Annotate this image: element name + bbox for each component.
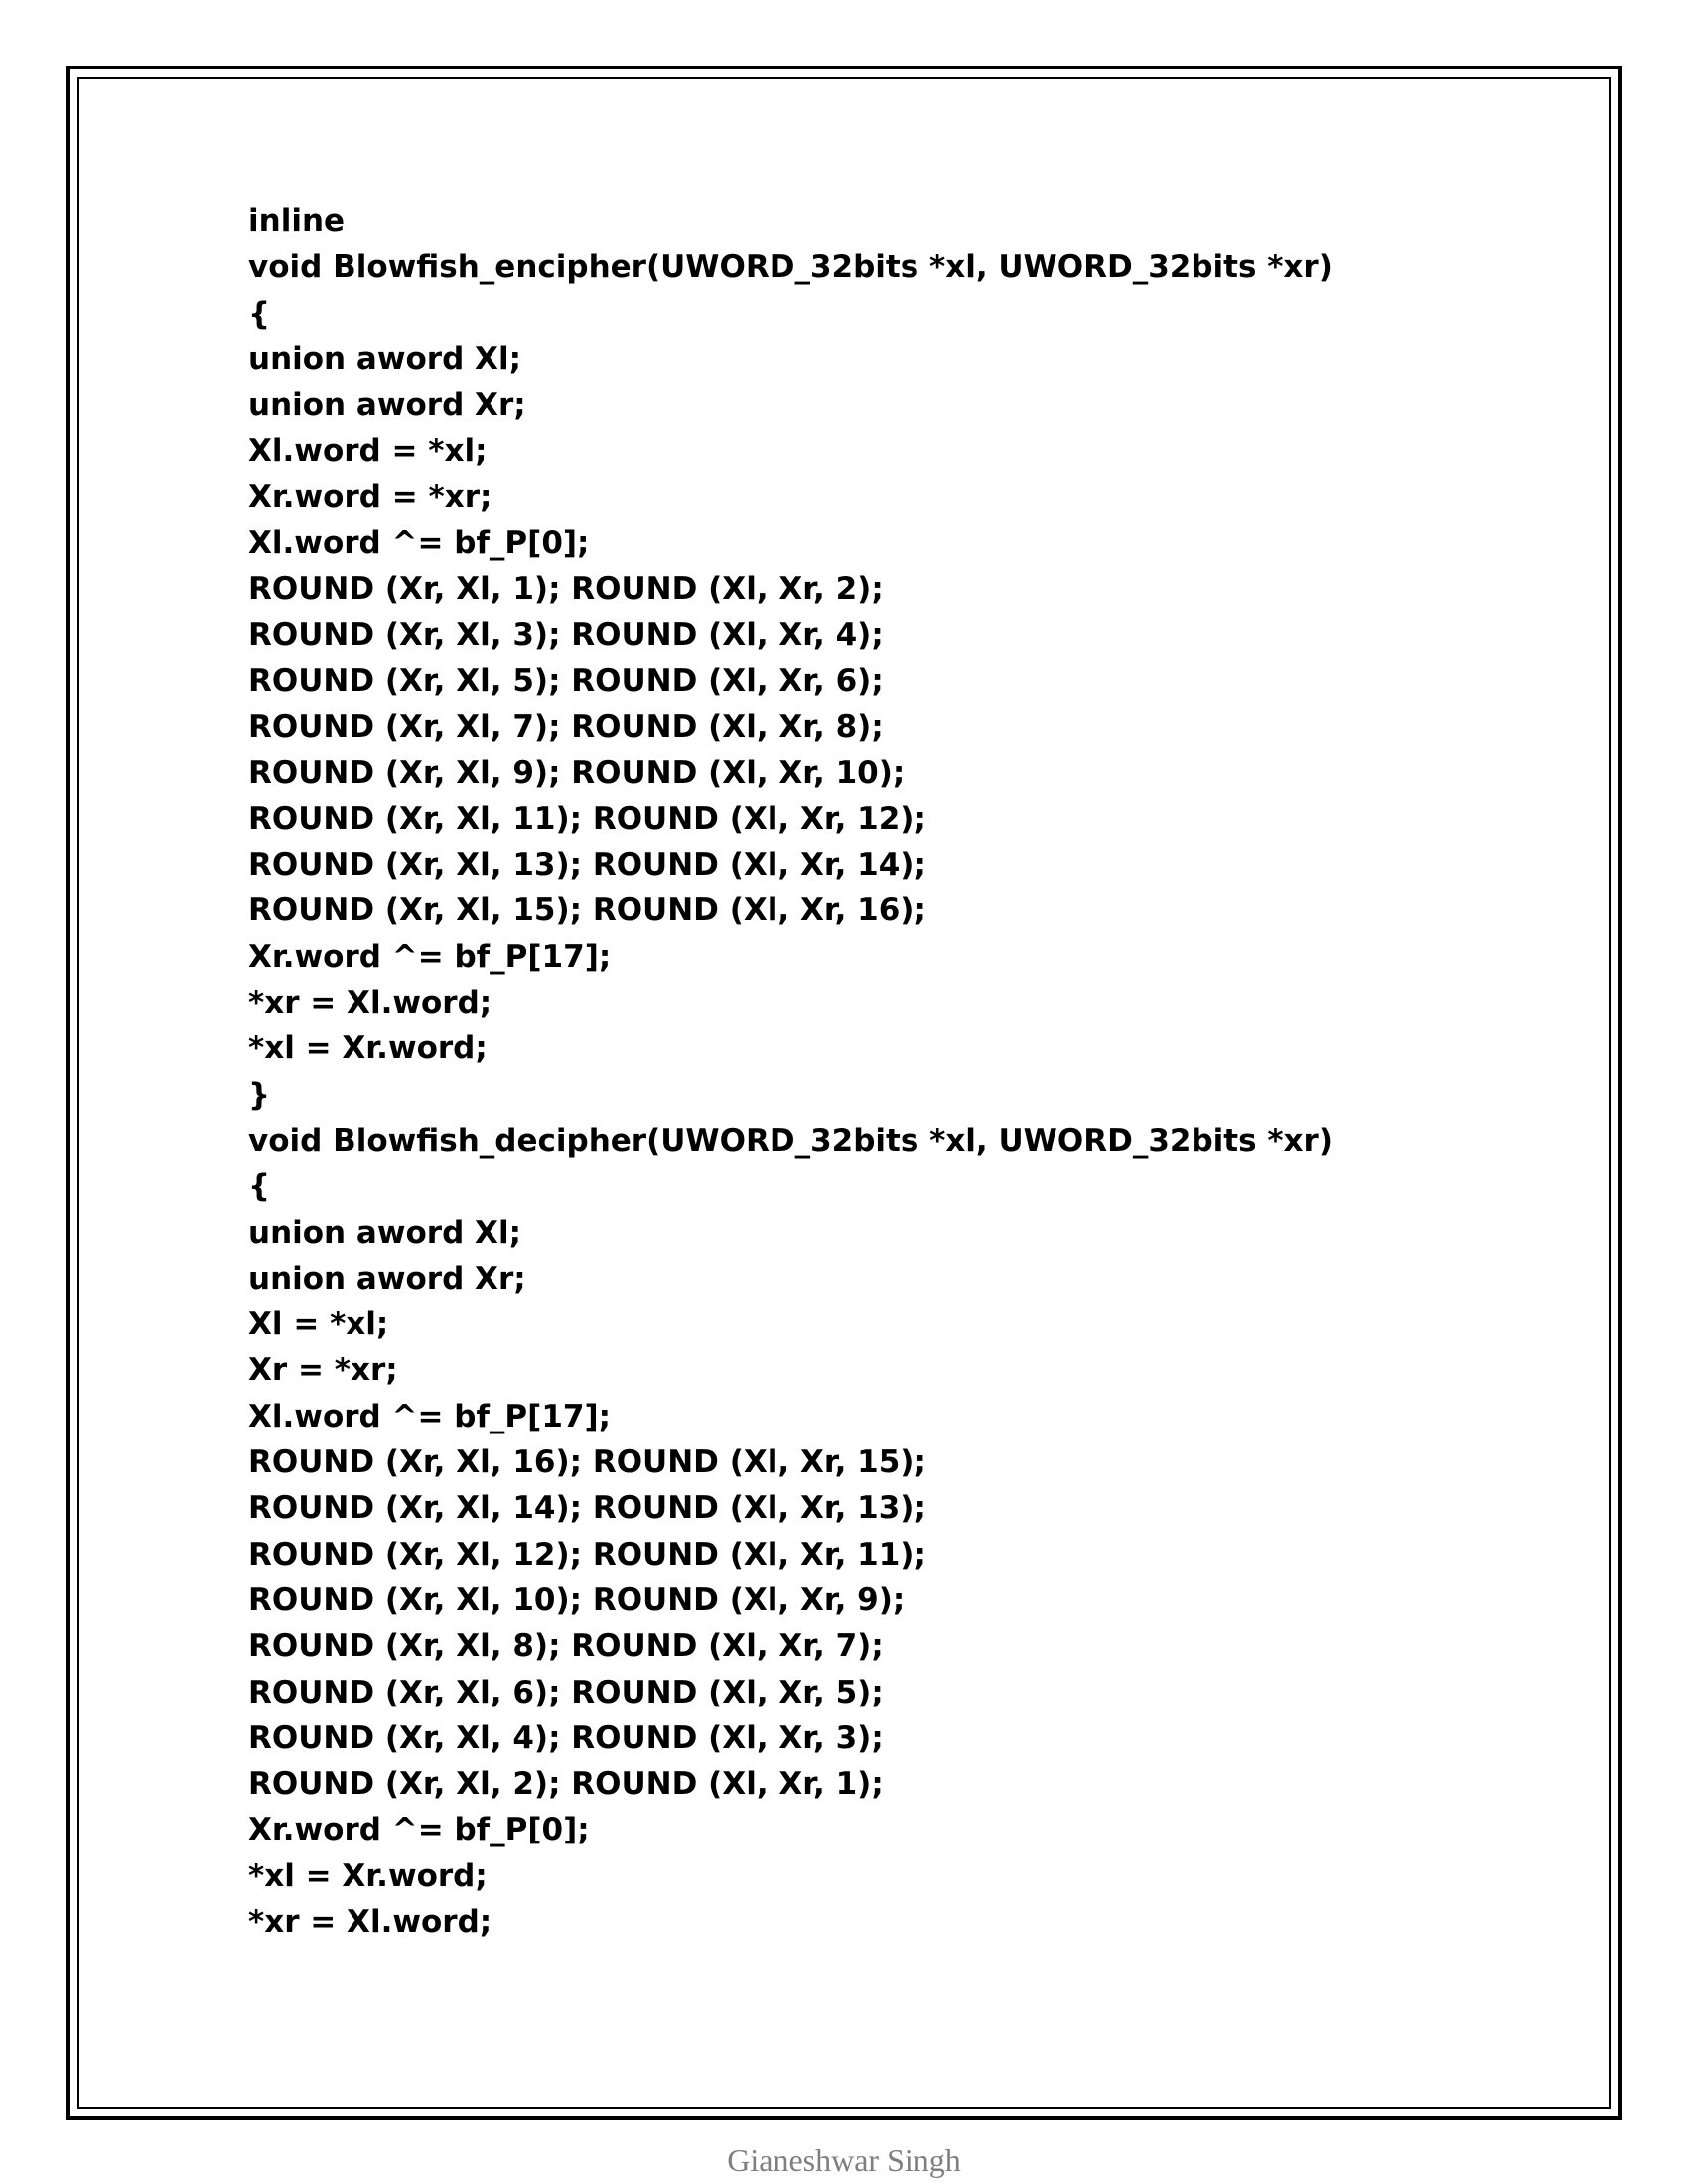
- code-line: union aword Xl;: [248, 1214, 521, 1251]
- code-line: inline: [248, 204, 346, 239]
- code-line: ROUND (Xr, Xl, 10); ROUND (Xl, Xr, 9);: [248, 1581, 906, 1618]
- code-line: ROUND (Xr, Xl, 16); ROUND (Xl, Xr, 15);: [248, 1444, 926, 1481]
- code-line: ROUND (Xr, Xl, 13); ROUND (Xl, Xr, 14);: [248, 847, 926, 884]
- code-line: ROUND (Xr, Xl, 7); ROUND (Xl, Xr, 8);: [248, 709, 884, 746]
- code-line: ROUND (Xr, Xl, 8); ROUND (Xl, Xr, 7);: [248, 1628, 884, 1665]
- code-line: *xl = Xr.word;: [248, 1857, 488, 1894]
- code-line: ROUND (Xr, Xl, 11); ROUND (Xl, Xr, 12);: [248, 800, 926, 837]
- code-line: ROUND (Xr, Xl, 3); ROUND (Xl, Xr, 4);: [248, 616, 884, 653]
- code-line: *xr = Xl.word;: [248, 985, 492, 1022]
- code-line: Xr = *xr;: [248, 1352, 398, 1389]
- code-line: ROUND (Xr, Xl, 14); ROUND (Xl, Xr, 13);: [248, 1490, 926, 1527]
- code-line: Xl.word = *xl;: [248, 433, 488, 470]
- code-line: {: [248, 295, 271, 332]
- code-line: *xr = Xl.word;: [248, 1903, 492, 1940]
- code-line: ROUND (Xr, Xl, 1); ROUND (Xl, Xr, 2);: [248, 571, 884, 608]
- code-line: ROUND (Xr, Xl, 6); ROUND (Xl, Xr, 5);: [248, 1674, 884, 1710]
- code-line: union aword Xr;: [248, 1260, 526, 1297]
- code-line: void Blowfish_encipher(UWORD_32bits *xl, UWORD_32bits *xr): [248, 249, 1333, 286]
- code-line: ROUND (Xr, Xl, 9); ROUND (Xl, Xr, 10);: [248, 754, 906, 791]
- code-line: }: [248, 1076, 271, 1113]
- code-line: ROUND (Xr, Xl, 4); ROUND (Xl, Xr, 3);: [248, 1719, 884, 1756]
- code-line: ROUND (Xr, Xl, 15); ROUND (Xl, Xr, 16);: [248, 892, 926, 929]
- code-line: Xl.word ^= bf_P[17];: [248, 1398, 612, 1434]
- code-line: Xl.word ^= bf_P[0];: [248, 525, 590, 562]
- code-line: ROUND (Xr, Xl, 12); ROUND (Xl, Xr, 11);: [248, 1536, 926, 1572]
- code-line: Xr.word ^= bf_P[0];: [248, 1812, 590, 1848]
- code-line: Xr.word ^= bf_P[17];: [248, 938, 612, 975]
- footer-author: Gianeshwar Singh: [727, 2142, 961, 2178]
- code-line: void Blowfish_decipher(UWORD_32bits *xl, UWORD_32bits *xr): [248, 1122, 1334, 1159]
- code-line: *xl = Xr.word;: [248, 1030, 488, 1067]
- code-line: Xr.word = *xr;: [248, 478, 492, 515]
- code-line: ROUND (Xr, Xl, 5); ROUND (Xl, Xr, 6);: [248, 662, 884, 699]
- code-line: Xl = *xl;: [248, 1306, 389, 1343]
- code-line: union aword Xr;: [248, 387, 526, 424]
- code-line: ROUND (Xr, Xl, 2); ROUND (Xl, Xr, 1);: [248, 1766, 884, 1803]
- code-line: union aword Xl;: [248, 341, 521, 377]
- code-listing: [248, 199, 1499, 1945]
- code-line: {: [248, 1168, 271, 1205]
